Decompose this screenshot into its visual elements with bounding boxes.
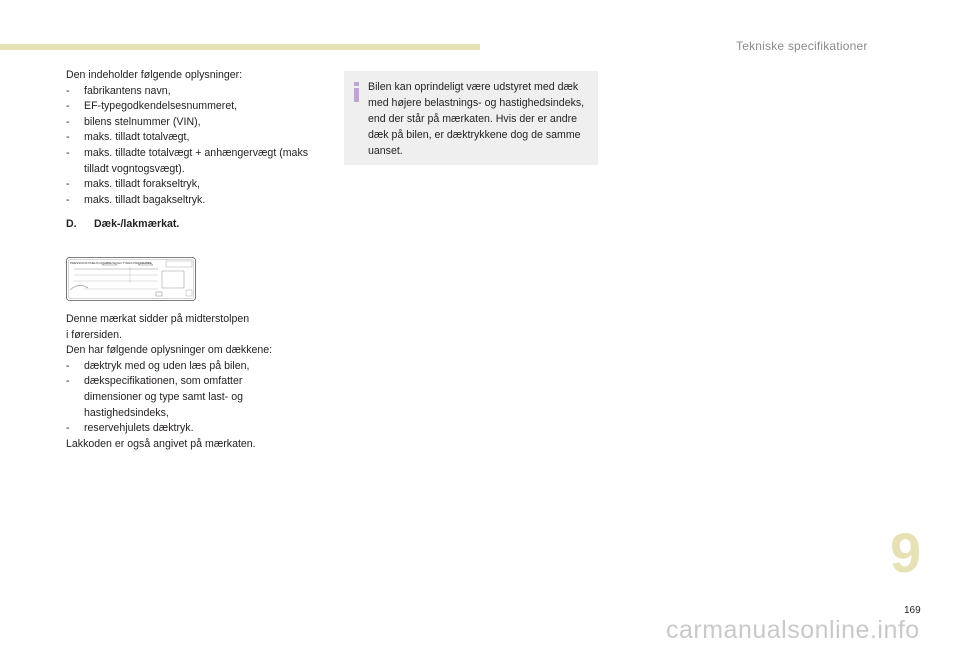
tyre-label-illustration xyxy=(66,257,196,301)
list-item: - fabrikantens navn, xyxy=(66,84,171,97)
list-item: - reservehjulets dæktryk. xyxy=(66,422,194,435)
list-item: - dæktryk med og uden læs på bilen, xyxy=(66,359,250,372)
tyre-label-header: PRESSIONS PNEUS FROIDS / COLD TYRES PRESSURES xyxy=(70,261,152,265)
section-letter: D. xyxy=(66,218,77,230)
list-item: - maks. tilladt bagakseltryk. xyxy=(66,193,206,206)
description-line: Den har følgende oplysninger om dækkene: xyxy=(66,344,273,357)
list-item: - bilens stelnummer (VIN), xyxy=(66,115,201,128)
header-accent-bar xyxy=(0,44,480,50)
info-list-block xyxy=(66,68,326,208)
list-item: - maks. tilladt forakseltryk, xyxy=(66,178,200,191)
chapter-number: 9 xyxy=(890,521,922,584)
info-list xyxy=(66,84,326,209)
description-block xyxy=(66,312,336,452)
section-title: Tekniske specifikationer xyxy=(736,39,868,53)
closing-text: Lakkoden er også angivet på mærkaten. xyxy=(66,437,256,450)
list-item: - dækspecifikationen, som omfatter dimensioner og type samt last- og hastighedsindeks, xyxy=(66,375,243,419)
section-heading xyxy=(66,218,179,230)
watermark: carmanualsonline.info xyxy=(666,616,920,644)
description-line: i førersiden. xyxy=(66,328,122,341)
list-item: - maks. tilladte totalvægt + anhængervægt (maks tilladt vogntogsvægt). xyxy=(66,146,309,175)
info-icon xyxy=(350,81,364,103)
section-heading-text: Dæk-/lakmærkat. xyxy=(94,218,180,230)
tyre-info-list xyxy=(66,359,336,437)
intro-text: Den indeholder følgende oplysninger: xyxy=(66,69,243,81)
page-number: 169 xyxy=(904,605,921,616)
note-text: Bilen kan oprindeligt være udstyret med dæk med højere belastnings- og hastighedsindeks, end der står på mærkaten. Hvis der er andre dæk på bilen, er dæktrykkene dog de samme uanset. xyxy=(368,81,585,157)
info-note xyxy=(344,71,598,165)
list-item: - EF-typegodkendelsesnummeret, xyxy=(66,100,238,113)
list-item: - maks. tilladt totalvægt, xyxy=(66,131,190,144)
description-line: Denne mærkat sidder på midterstolpen xyxy=(66,313,250,325)
